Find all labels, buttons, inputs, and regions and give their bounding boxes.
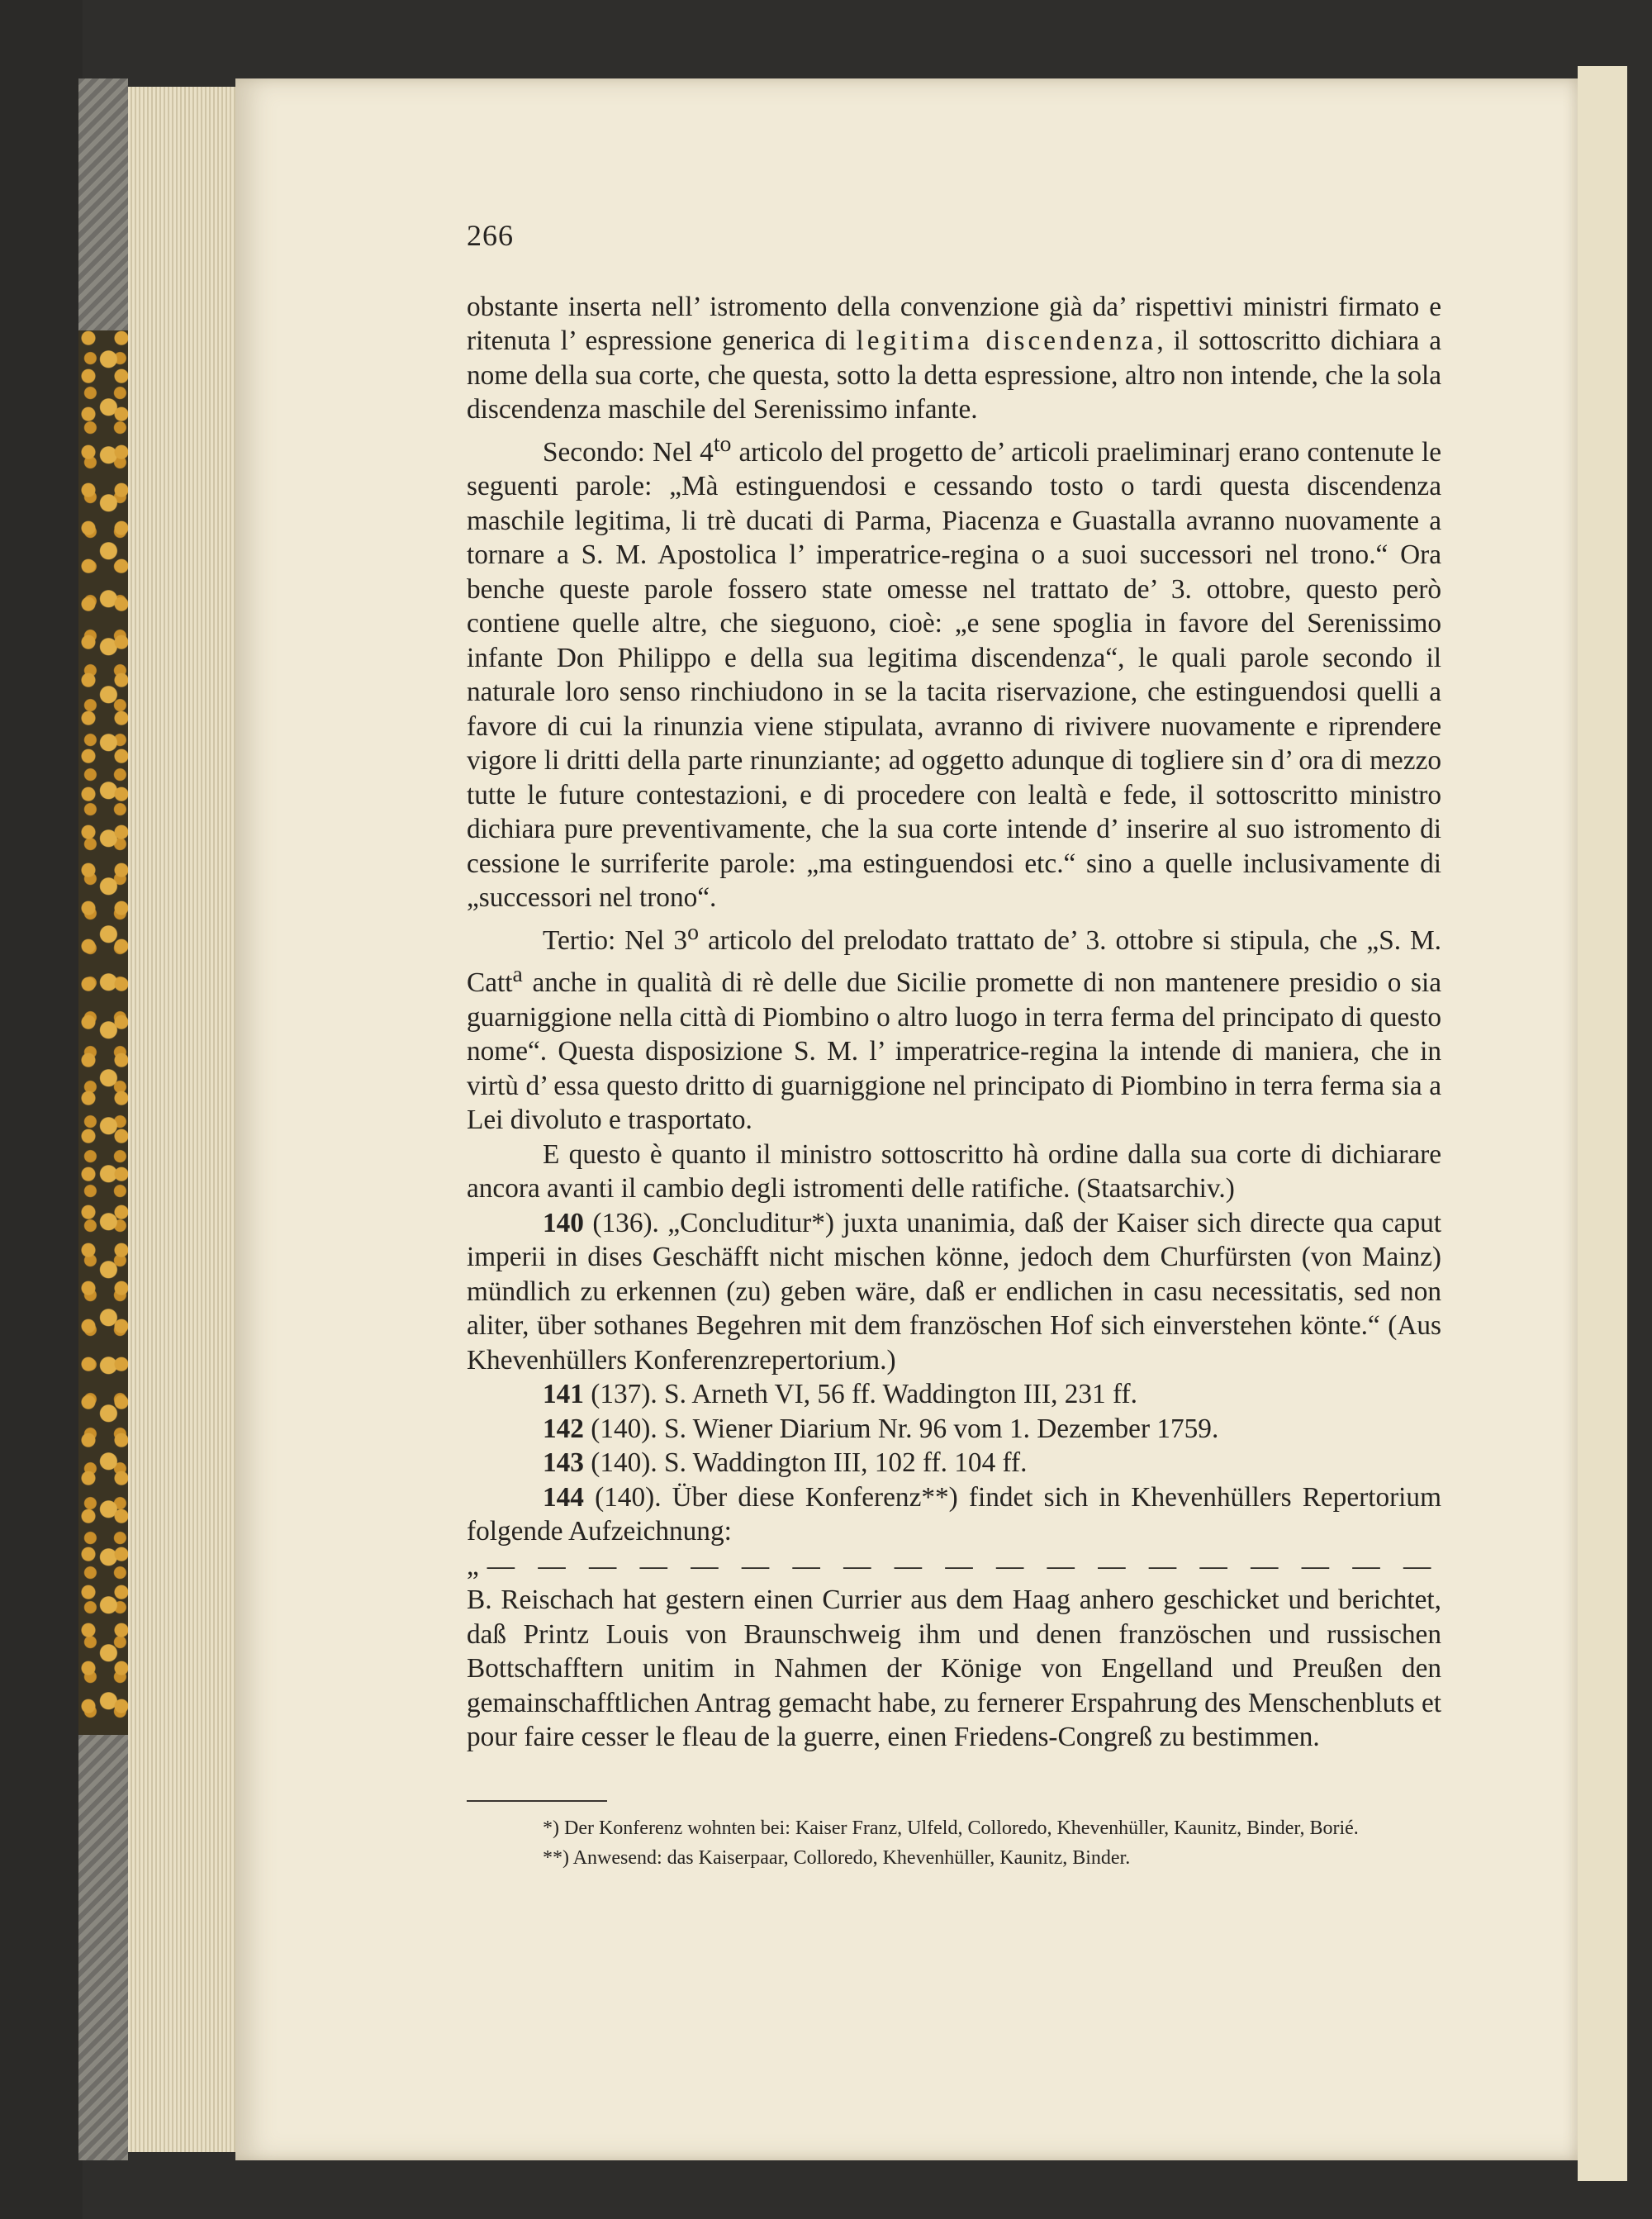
note-141: 141 (137). S. Arneth VI, 56 ff. Waddington III, 231 ff. bbox=[543, 1379, 1137, 1410]
dash-separator: „— — — — — — — — — — — — — — — — — — — bbox=[467, 1550, 1440, 1581]
footnote-1: *) Der Konferenz wohnten bei: Kaiser Franz, Ulfeld, Colloredo, Khevenhüller, Kaunitz, Binder, Borié. bbox=[543, 1817, 1359, 1839]
footnote-rule bbox=[467, 1800, 607, 1802]
page-number: 266 bbox=[467, 219, 514, 252]
note-144: 144 (140). Über diese Konferenz**) findet sich in Khevenhüllers Repertorium folgende Aufzeichnung: bbox=[467, 1481, 1441, 1547]
background-left bbox=[0, 0, 83, 2219]
paragraph-1: obstante inserta nell’ istromento della convenzione già da’ rispettivi ministri firmato e ritenuta l’ espressione generica di legitima discendenza, il sottoscritto dichiara a nome della sua corte, che questa, sotto la detta espressione, altro non intende, che la sola discendenza maschile del Serenissimo infante. bbox=[467, 291, 1441, 425]
page-content bbox=[467, 219, 1441, 1873]
note-143: 143 (140). S. Waddington III, 102 ff. 104 ff. bbox=[543, 1447, 1028, 1479]
spaced-emphasis: legitima discendenza bbox=[856, 325, 1157, 356]
marbled-endpaper bbox=[78, 330, 128, 1735]
paragraph-reischach: B. Reischach hat gestern einen Currier aus dem Haag anhero geschicket und berichtet, daß Printz Louis von Braunschweig ihm und denen französchen und russischen Bottschafftern unitim in Nahmen der Könige von Engelland und Preußen den gemainschafftlichen Antrag gemacht habe, zu fernerer Erspahrung des Menschenbluts et pour faire cesser le fleau de la guerre, einen Friedens-Congreß zu bestimmen. bbox=[467, 1585, 1441, 1753]
paragraph-secondo: Secondo: Nel $4^{to}$ articolo del progetto de’ articoli praeliminarj erano contenute le seguenti parole: „Mà estinguendosi e cessando tosto o tardi questa discendenza maschile legitima, li trè ducati di Parma, Piacenza e Guastalla avranno nuovamente a tornare a S. M. Apostolica l’ imperatrice-regina o a suoi successori nel trono.“ Ora benche queste parole fossero state omesse nel trattato de’ 3. ottobre, questo però contiene quelle altre, che sieguono, cioè: „e sene spoglia in favore del Serenissimo infante Don Philippo e della sua legitima discendenza“, le quali parole secondo il naturale loro senso rinchiudono in se la tacita riservazione, che estinguendosi quelli a favore di cui la rinunzia viene stipulata, avranno di rivivere nuovamente e riprendere vigore li dritti della parte rinunziante; ad oggetto adunque di togliere sin d’ ora di mezzo tutte le future contestazioni, e di procedere con lealtà e fede, il sottoscritto ministro dichiara pure preventivamente, che la sua corte intende d’ inserire al suo istromento di cessione le surriferite parole: „ma estinguendosi etc.“ sino a quelle inclusivamente di „successori nel trono“. bbox=[467, 430, 1441, 914]
facing-page-edge bbox=[1578, 66, 1652, 2181]
note-140: 140 (136). „Concluditur*) juxta unanimia, daß der Kaiser sich directe qua caput imperii in dises Geschäfft nicht mischen könne, jedoch dem Churfürsten (von Mainz) mündlich zu erkennen (zu) geben wäre, daß er endlichen in casu necessitatis, sed non aliter, über sothanes Begehren mit dem französchen Hof sich einverstehen könte.“ (Aus Khevenhüllers Konferenzrepertorium.) bbox=[467, 1207, 1441, 1376]
page-stack-edges bbox=[128, 87, 235, 2152]
note-142: 142 (140). S. Wiener Diarium Nr. 96 vom 1. Dezember 1759. bbox=[543, 1413, 1219, 1444]
paragraph-tertio: Tertio: Nel 3$^o$ articolo del prelodato trattato de’ 3. ottobre si stipula, che „S. M. Catt$^a$ anche in qualità di rè delle due Sicilie promette di non mantenere presidio o sia guarniggione nella città di Piombino o altro luogo in terra ferma del principato di questo nome“. Questa disposizione S. M. l’ imperatrice-regina la intende di maniera, che in virtù d’ essa questo dritto di guarniggione nel principato di Piombino in terra ferma sia a Lei divoluto e trasportato. bbox=[467, 919, 1442, 1136]
footnote-2: **) Anwesend: das Kaiserpaar, Colloredo, Khevenhüller, Kaunitz, Binder. bbox=[543, 1846, 1131, 1869]
footnotes bbox=[467, 1813, 1441, 1873]
paragraph-conclusion: E questo è quanto il ministro sottoscritto hà ordine dalla sua corte di dichiarare ancora avanti il cambio degli istromenti delle ratifiche. (Staatsarchiv.) bbox=[467, 1138, 1441, 1205]
